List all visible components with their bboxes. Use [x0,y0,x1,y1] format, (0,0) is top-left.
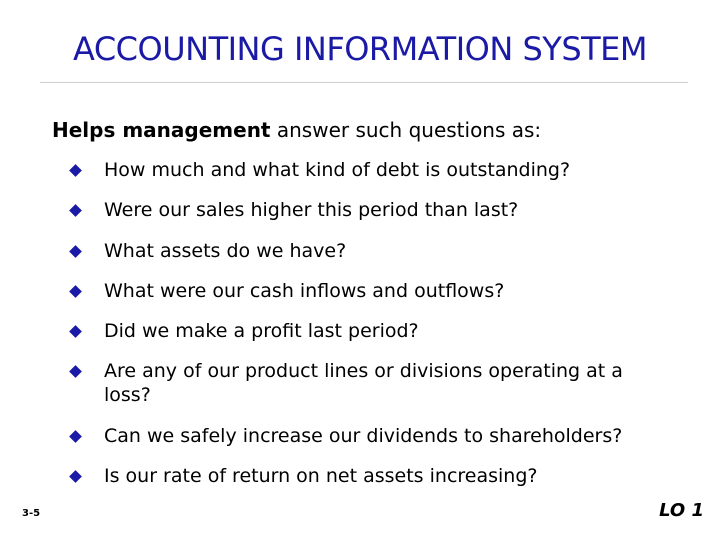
list-item [64,359,674,407]
slide-title: ACCOUNTING INFORMATION SYSTEM [73,30,647,68]
list-item-text: Are any of our product lines or divisions operating at a loss? [104,360,623,407]
list-item [64,464,674,488]
list-item-text: Did we make a profit last period? [104,320,419,343]
list-item-text: Can we safely increase our dividends to shareholders? [104,424,623,447]
diamond-bullet-icon [69,245,82,258]
question-list [64,158,674,504]
list-item [64,279,674,303]
learning-objective-tag: LO 1 [659,500,704,521]
diamond-bullet-icon [69,204,82,217]
diamond-bullet-icon [69,285,82,298]
diamond-bullet-icon [69,430,82,443]
list-item [64,239,674,263]
list-item-text: Is our rate of return on net assets increasing? [104,465,538,488]
list-item [64,158,674,182]
list-item-text: What were our cash inflows and outflows? [104,279,505,302]
list-item-text: What assets do we have? [104,239,347,262]
diamond-bullet-icon [69,366,82,379]
list-item [64,319,674,343]
list-item-text: Were our sales higher this period than last? [104,199,519,222]
list-item [64,198,674,222]
intro-text [52,118,541,142]
diamond-bullet-icon [69,470,82,483]
slide-number: 3-5 [22,508,41,519]
list-item-text: How much and what kind of debt is outstanding? [104,159,571,181]
diamond-bullet-icon [69,325,82,338]
list-item [64,424,674,448]
intro-rest-text: answer such questions as: [270,118,542,142]
title-divider [40,82,688,83]
diamond-bullet-icon [69,164,82,177]
intro-bold-text: Helps management [52,118,271,142]
